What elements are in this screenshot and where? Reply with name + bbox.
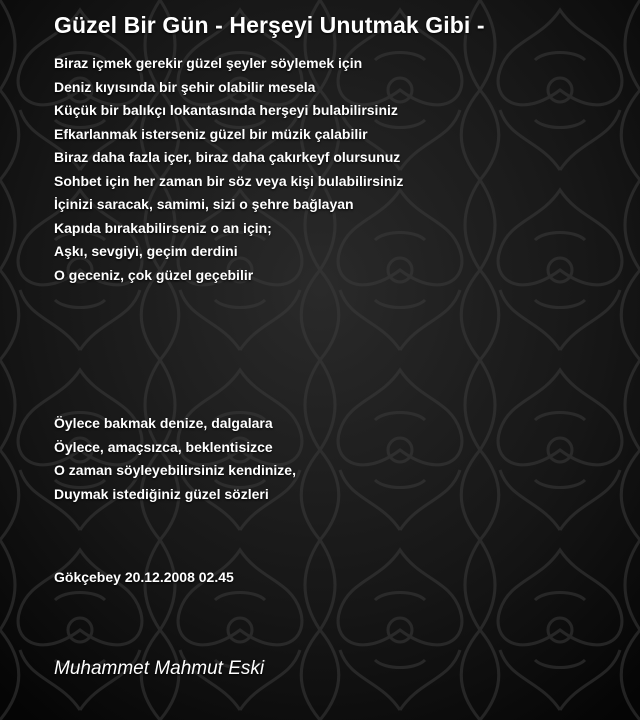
poem-line: O geceniz, çok güzel geçebilir <box>54 266 254 283</box>
poem-line: Duymak istediğiniz güzel sözleri <box>54 485 269 502</box>
poem-title: Güzel Bir Gün - Herşeyi Unutmak Gibi - <box>54 12 485 38</box>
poem-line: Aşkı, sevgiyi, geçim derdini <box>54 243 238 259</box>
poem-line: Öylece, amaçsızca, beklentisizce <box>54 438 273 455</box>
poem-line: Sohbet için her zaman bir söz veya kişi bulabilirsiniz <box>54 172 404 189</box>
poem-line: O zaman söyleyebilirsiniz kendinize, <box>54 462 296 478</box>
poem-stanza-1 <box>54 52 403 287</box>
poem-place-date: Gökçebey 20.12.2008 02.45 <box>54 569 234 585</box>
poem-place-date-block <box>54 566 234 590</box>
poem-line: Küçük bir balıkçı lokantasında herşeyi bulabilirsiniz <box>54 102 398 118</box>
poem-line: Efkarlanmak isterseniz güzel bir müzik çalabilir <box>54 125 368 142</box>
poem-author: Muhammet Mahmut Eski <box>54 658 265 679</box>
poem-stanza-2 <box>54 412 296 506</box>
poem-line: Deniz kıyısında bir şehir olabilir mesela <box>54 78 316 95</box>
poem-line: Kapıda bırakabilirseniz o an için; <box>54 219 272 236</box>
poem-line: İçinizi saracak, samimi, sizi o şehre bağlayan <box>54 196 354 212</box>
poem-line: Biraz içmek gerekir güzel şeyler söylemek için <box>54 55 363 71</box>
poem-line: Öylece bakmak denize, dalgalara <box>54 415 273 431</box>
poem-line: Biraz daha fazla içer, biraz daha çakırkeyf olursunuz <box>54 149 401 165</box>
